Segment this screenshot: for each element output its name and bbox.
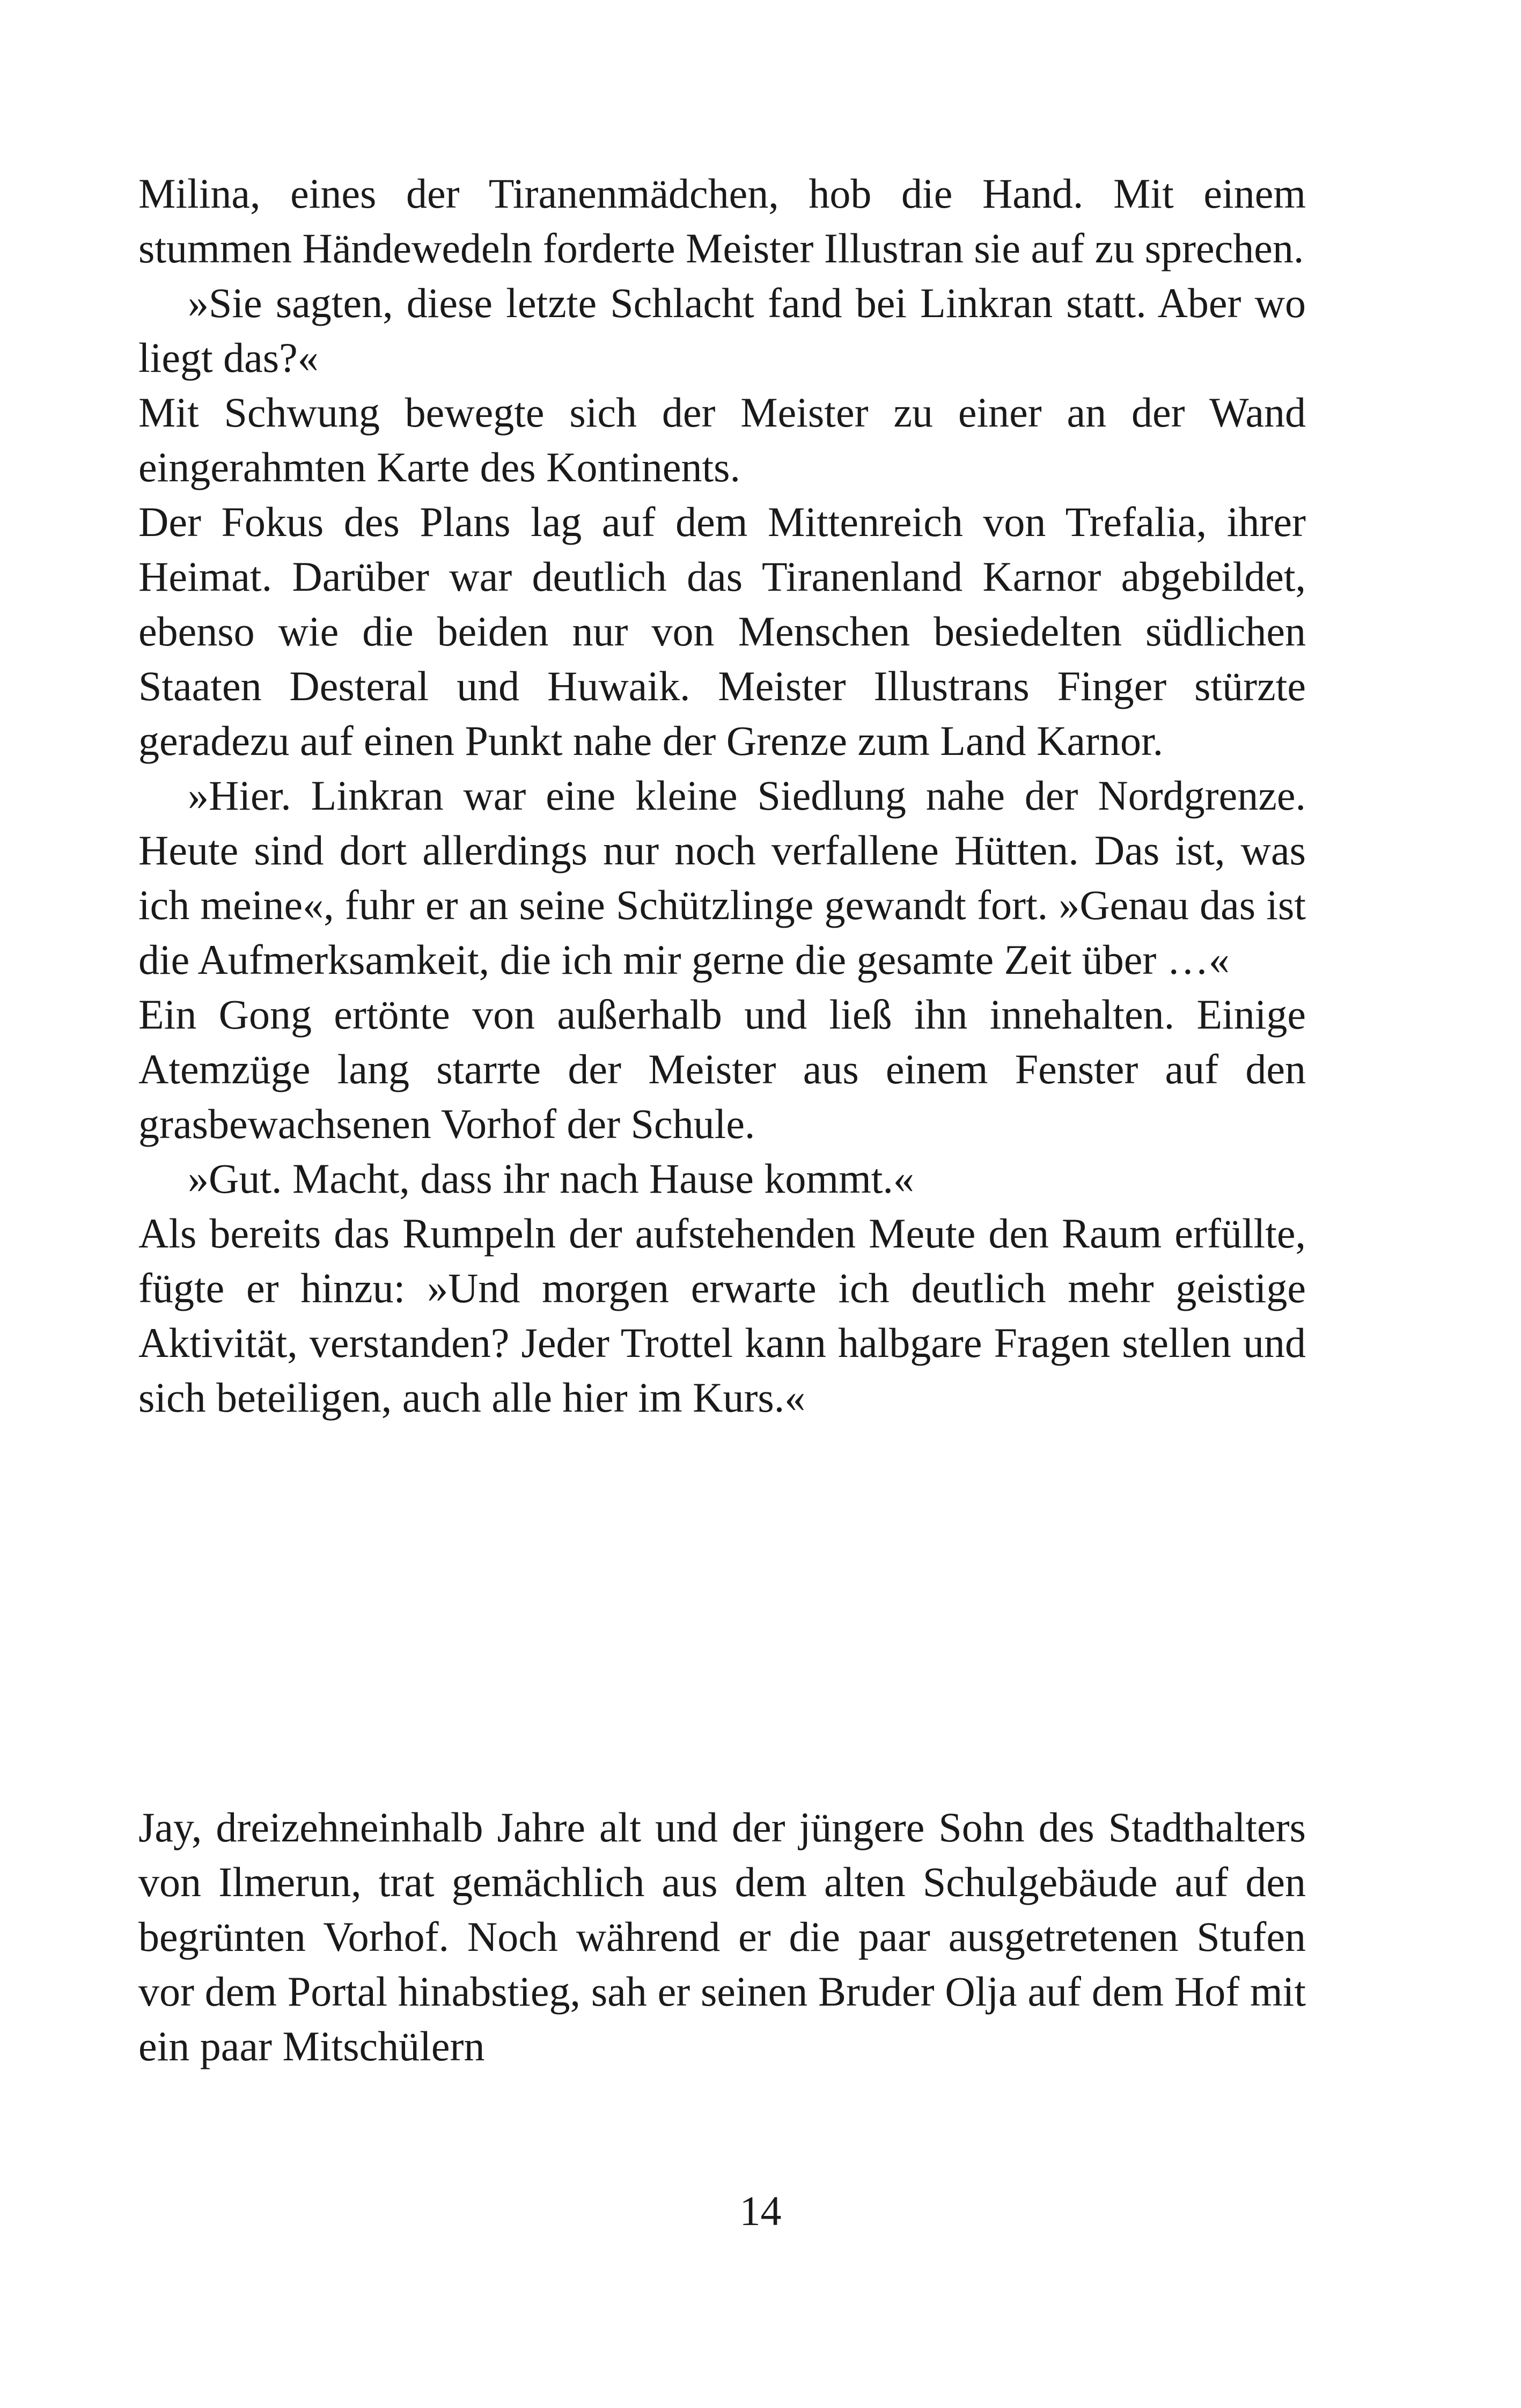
paragraph-gong: Ein Gong ertönte von außerhalb und ließ ihn innehalten. Einige Atemzüge lang starrte der Meister aus einem Fenster auf den grasbewachsenen Vorhof der Schule. (138, 991, 1306, 1147)
paragraph-dismissal: »Gut. Macht, dass ihr nach Hause kommt.« (188, 1155, 914, 1202)
text-block-lower (138, 1800, 1306, 2074)
page-number: 14 (739, 2187, 782, 2234)
paragraph-linkran: »Hier. Linkran war eine kleine Siedlung nahe der Nordgrenze. Heute sind dort allerdings nur noch verfallene Hütten. Das ist, was ich meine«, fuhr er an seine Schützlinge gewandt fort. »Genau das ist die Aufmerksamkeit, die ich mir gerne die gesamte Zeit über …« (138, 772, 1306, 983)
paragraph-rumble: Als bereits das Rumpeln der aufstehenden Meute den Raum erfüllte, fügte er hinzu: »Und morgen erwarte ich deutlich mehr geistige Aktivität, verstanden? Jeder Trottel kann halbgare Fragen stellen und sich beteiligen, auch alle hier im Kurs.« (138, 1210, 1306, 1421)
paragraph-question: »Sie sagten, diese letzte Schlacht fand bei Linkran statt. Aber wo liegt das?« (138, 280, 1306, 381)
text-block-upper (138, 166, 1306, 1425)
paragraph-milina: Milina, eines der Tiranenmädchen, hob die Hand. Mit einem stummen Händewedeln forderte Meister Illustran sie auf zu sprechen. (138, 170, 1306, 271)
paragraph-focus: Der Fokus des Plans lag auf dem Mittenreich von Trefalia, ihrer Heimat. Darüber war deutlich das Tiranenland Karnor abgebildet, ebenso wie die beiden nur von Menschen besiedelten südlichen Staaten Desteral und Huwaik. Meister Illustrans Finger stürzte geradezu auf einen Punkt nahe der Grenze zum Land Karnor. (138, 498, 1306, 764)
paragraph-jay: Jay, dreizehneinhalb Jahre alt und der jüngere Sohn des Stadthalters von Ilmerun, trat gemächlich aus dem alten Schulgebäude auf den begrünten Vorhof. Noch während er die paar ausgetretenen Stufen vor dem Portal hinabstieg, sah er seinen Bruder Olja auf dem Hof mit ein paar Mitschülern (138, 1804, 1306, 2069)
paragraph-map: Mit Schwung bewegte sich der Meister zu einer an der Wand eingerahmten Karte des Kontinents. (138, 389, 1306, 490)
